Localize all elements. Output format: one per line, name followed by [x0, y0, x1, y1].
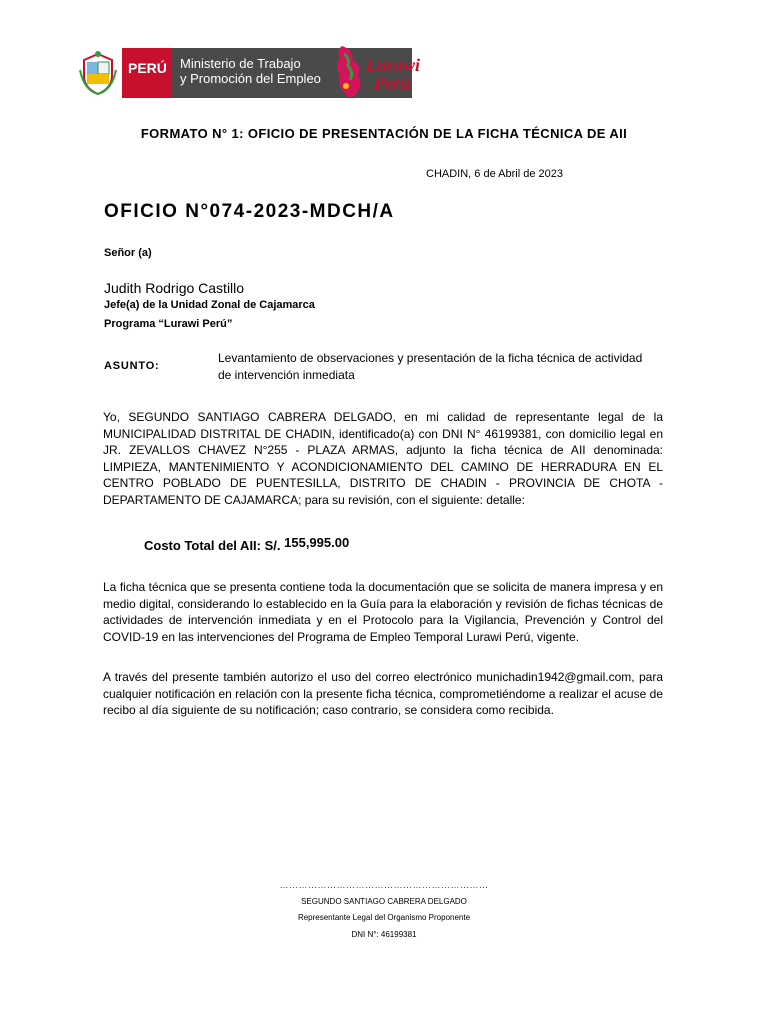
lurawi-line-2: Perú — [374, 73, 410, 93]
lurawi-peru-logo — [332, 44, 422, 104]
peru-label: PERÚ — [128, 60, 167, 76]
body-paragraph-3: A través del presente también autorizo el uso del correo electrónico munichadin1942@gmail.com, para cualquier notificación en relación con la presente ficha técnica, comprometiéndome a realizar el acuse de recibo al día siguiente de su notificación; caso contrario, se considera como recibida. — [103, 670, 663, 717]
body-paragraph-1: Yo, SEGUNDO SANTIAGO CABRERA DELGADO, en mi calidad de representante legal de la MUNICIPALIDAD DISTRITAL DE CHADIN, identificado(a) con DNI N° 46199381, con domicilio legal en JR. ZEVALLOS CHAVEZ N°255 - PLAZA ARMAS, adjunto la ficha técnica de AII denominada: LIMPIEZA, MANTENIMIENTO Y ACONDICIONAMIENTO DEL CAMINO DE HERRADURA EN EL CENTRO POBLADO DE PUENTESILLA, DISTRITO DE CHADIN - PROVINCIA DE CHOTA - DEPARTAMENTO DE CAJAMARCA; para su revisión, con el siguiente: detalle: — [103, 410, 663, 507]
ministry-line-2: y Promoción del Empleo — [180, 71, 321, 86]
asunto-label: ASUNTO: — [104, 360, 160, 372]
signature-line: ………………………………………………………… — [279, 880, 489, 890]
lurawi-map-icon — [332, 44, 368, 102]
recipient-program: Programa “Lurawi Perú” — [104, 318, 233, 330]
ministry-name — [180, 56, 321, 86]
cost-value: 155,995.00 — [284, 535, 350, 550]
cost-line — [144, 535, 350, 553]
oficio-number: OFICIO N°074-2023-MDCH/A — [104, 201, 395, 222]
recipient-name: Judith Rodrigo Castillo — [104, 280, 245, 296]
cost-label: Costo Total del AII: S/. — [144, 538, 281, 553]
ministry-line-1: Ministerio de Trabajo — [180, 56, 301, 71]
asunto-text: Levantamiento de observaciones y presentación de la ficha técnica de actividad de intervención inmediata — [218, 351, 643, 382]
document-title: FORMATO N° 1: OFICIO DE PRESENTACIÓN DE LA FICHA TÉCNICA DE AII — [140, 126, 628, 141]
body-paragraph-2: La ficha técnica que se presenta contiene toda la documentación que se solicita de manera impresa y en medio digital, considerando lo establecido en la Guía para la elaboración y revisión de fichas técnicas de actividades de intervención inmediata y en el Protocolo para la Vigilancia, Prevención y Control del COVID-19 en las intervenciones del Programa de Empleo Temporal Lurawi Perú, vigente. — [103, 580, 663, 644]
signatory-dni: DNI N°: 46199381 — [351, 930, 417, 939]
signatory-role: Representante Legal del Organismo Proponente — [297, 913, 471, 922]
salutation: Señor (a) — [104, 247, 152, 259]
peru-coat-of-arms-icon — [78, 50, 118, 96]
lurawi-wordmark — [366, 56, 420, 92]
recipient-role: Jefe(a) de la Unidad Zonal de Cajamarca — [104, 299, 315, 311]
document-date: CHADIN, 6 de Abril de 2023 — [426, 168, 563, 180]
letterhead — [78, 44, 718, 104]
signatory-name: SEGUNDO SANTIAGO CABRERA DELGADO — [301, 897, 467, 906]
lurawi-line-1: Lurawi — [366, 55, 421, 75]
